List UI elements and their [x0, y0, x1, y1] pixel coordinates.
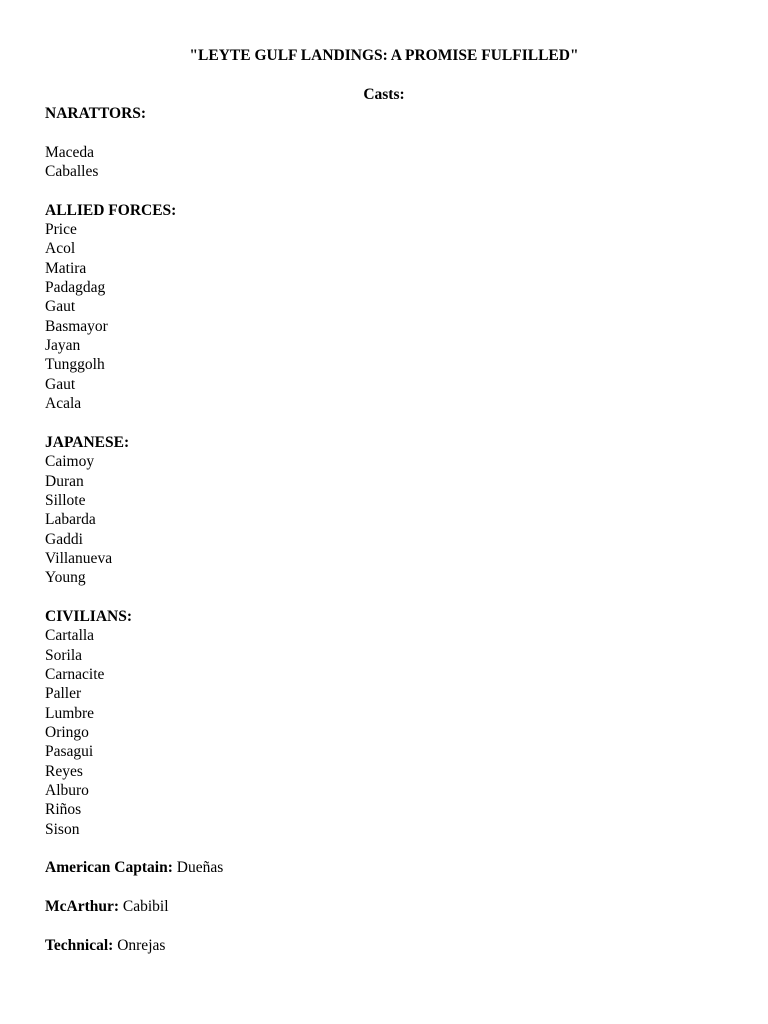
spacer	[45, 123, 725, 142]
japanese-name: Caimoy	[45, 453, 95, 471]
japanese-name: Labarda	[45, 511, 96, 529]
spacer	[45, 839, 725, 858]
civilian-name: Paller	[45, 685, 82, 703]
role-american-captain	[45, 858, 725, 877]
allied-name: Gaut	[45, 375, 76, 393]
civilians-heading: CIVILIANS:	[45, 607, 132, 625]
civilian-name: Alburo	[45, 782, 89, 800]
cast-list	[45, 104, 725, 955]
civilian-name: Carnacite	[45, 665, 105, 683]
civilian-name: Sison	[45, 820, 80, 838]
spacer	[45, 588, 725, 607]
role-label: Technical:	[45, 936, 114, 954]
allied-name: Gaut	[45, 298, 76, 316]
civilian-name: Reyes	[45, 762, 83, 780]
document-title: "LEYTE GULF LANDINGS: A PROMISE FULFILLED"	[189, 47, 579, 64]
spacer	[45, 414, 725, 433]
document-subtitle: Casts:	[363, 86, 405, 103]
civilian-name: Pasagui	[45, 743, 94, 761]
japanese-name: Duran	[45, 472, 84, 490]
japanese-name: Gaddi	[45, 530, 83, 548]
japanese-name: Sillote	[45, 491, 86, 509]
allied-name: Price	[45, 221, 77, 239]
civilian-name: Riños	[45, 801, 82, 819]
allied-forces-heading: ALLIED FORCES:	[45, 201, 177, 219]
japanese-heading: JAPANESE:	[45, 433, 130, 451]
role-label: American Captain:	[45, 859, 173, 877]
role-mcarthur	[45, 897, 725, 916]
japanese-name: Villanueva	[45, 549, 113, 567]
civilian-name: Oringo	[45, 724, 89, 741]
allied-name: Basmayor	[45, 317, 108, 335]
narrators-heading: NARATTORS:	[45, 105, 147, 122]
role-label: McArthur:	[45, 898, 120, 916]
role-name: Dueñas	[172, 859, 224, 877]
role-name: Onrejas	[113, 936, 166, 954]
spacer	[45, 181, 725, 200]
civilian-name: Sorila	[45, 646, 83, 664]
civilian-name: Cartalla	[45, 627, 95, 645]
spacer	[45, 878, 725, 897]
civilian-name: Lumbre	[45, 704, 95, 722]
allied-name: Acol	[45, 240, 76, 258]
allied-name: Matira	[45, 259, 87, 277]
allied-name: Tunggolh	[45, 356, 105, 374]
allied-name: Padagdag	[45, 279, 106, 297]
role-name: Cabibil	[119, 898, 169, 916]
allied-name: Acala	[45, 395, 82, 413]
narrator-name: Maceda	[45, 143, 95, 161]
allied-name: Jayan	[45, 337, 81, 355]
spacer	[45, 916, 725, 935]
narrator-name: Caballes	[45, 163, 99, 181]
role-technical	[45, 936, 725, 955]
japanese-name: Young	[45, 569, 86, 587]
